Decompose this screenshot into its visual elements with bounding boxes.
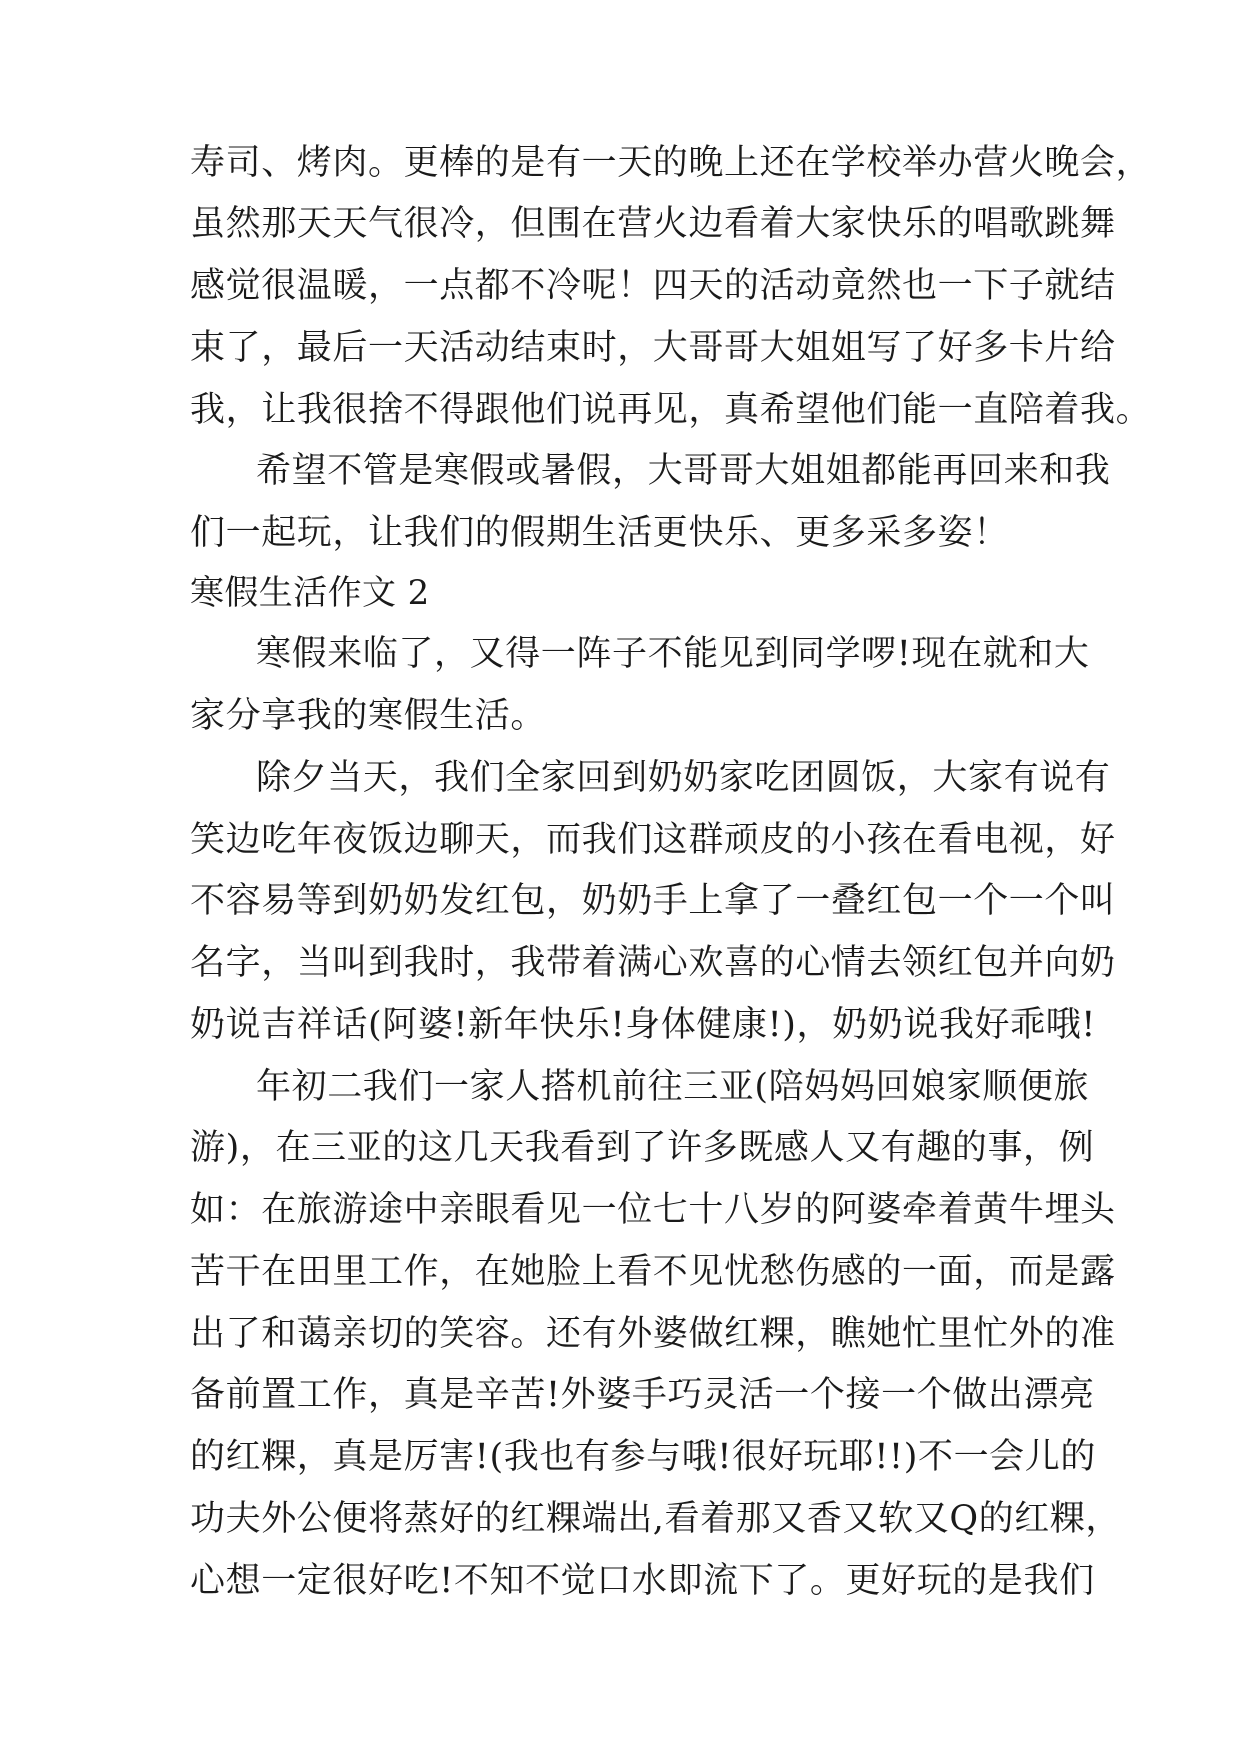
text-line: 名字，当叫到我时，我带着满心欢喜的心情去领红包并向奶 [190,943,1116,983]
text-line: 笑边吃年夜饭边聊天，而我们这群顽皮的小孩在看电视，好 [190,820,1116,860]
text-line: 不容易等到奶奶发红包，奶奶手上拿了一叠红包一个一个叫 [190,881,1116,921]
text-line: 苦干在田里工作，在她脸上看不见忧愁伤感的一面，而是露 [190,1252,1116,1292]
text-line: 希望不管是寒假或暑假，大哥哥大姐姐都能再回来和我 [256,451,1111,491]
text-line: 我，让我很捨不得跟他们说再见，真希望他们能一直陪着我。 [190,390,1152,430]
text-line: 的红粿，真是厉害!(我也有参与哦!很好玩耶!!)不一会儿的 [190,1437,1096,1477]
text-line: 心想一定很好吃!不知不觉口水即流下了。更好玩的是我们 [190,1561,1095,1601]
text-line: 如：在旅游途中亲眼看见一位七十八岁的阿婆牵着黄牛埋头 [190,1190,1116,1230]
text-line: 除夕当天，我们全家回到奶奶家吃团圆饭，大家有说有 [256,758,1111,798]
text-line: 感觉很温暖，一点都不冷呢！四天的活动竟然也一下子就结 [190,266,1116,306]
text-line: 寒假来临了，又得一阵子不能见到同学啰!现在就和大 [256,634,1090,674]
text-line: 束了，最后一天活动结束时，大哥哥大姐姐写了好多卡片给 [190,328,1116,368]
text-line: 出了和蔼亲切的笑容。还有外婆做红粿，瞧她忙里忙外的准 [190,1314,1116,1354]
text-line: 备前置工作，真是辛苦!外婆手巧灵活一个接一个做出漂亮 [190,1375,1095,1415]
text-line: 们一起玩，让我们的假期生活更快乐、更多采多姿！ [190,513,1009,553]
text-line: 奶说吉祥话(阿婆!新年快乐!身体健康!)，奶奶说我好乖哦! [190,1005,1096,1045]
text-line: 寿司、烤肉。更棒的是有一天的晚上还在学校举办营火晚会， [190,143,1152,183]
text-line: 游)，在三亚的这几天我看到了许多既感人又有趣的事，例 [190,1128,1095,1168]
text-line: 功夫外公便将蒸好的红粿端出,看着那又香又软又Q的红粿， [190,1499,1122,1539]
text-line: 虽然那天天气很冷，但围在营火边看着大家快乐的唱歌跳舞 [190,204,1116,244]
text-line: 家分享我的寒假生活。 [190,696,547,736]
text-line: 年初二我们一家人搭机前往三亚(陪妈妈回娘家顺便旅 [256,1067,1090,1107]
section-heading: 寒假生活作文 2 [190,573,430,613]
